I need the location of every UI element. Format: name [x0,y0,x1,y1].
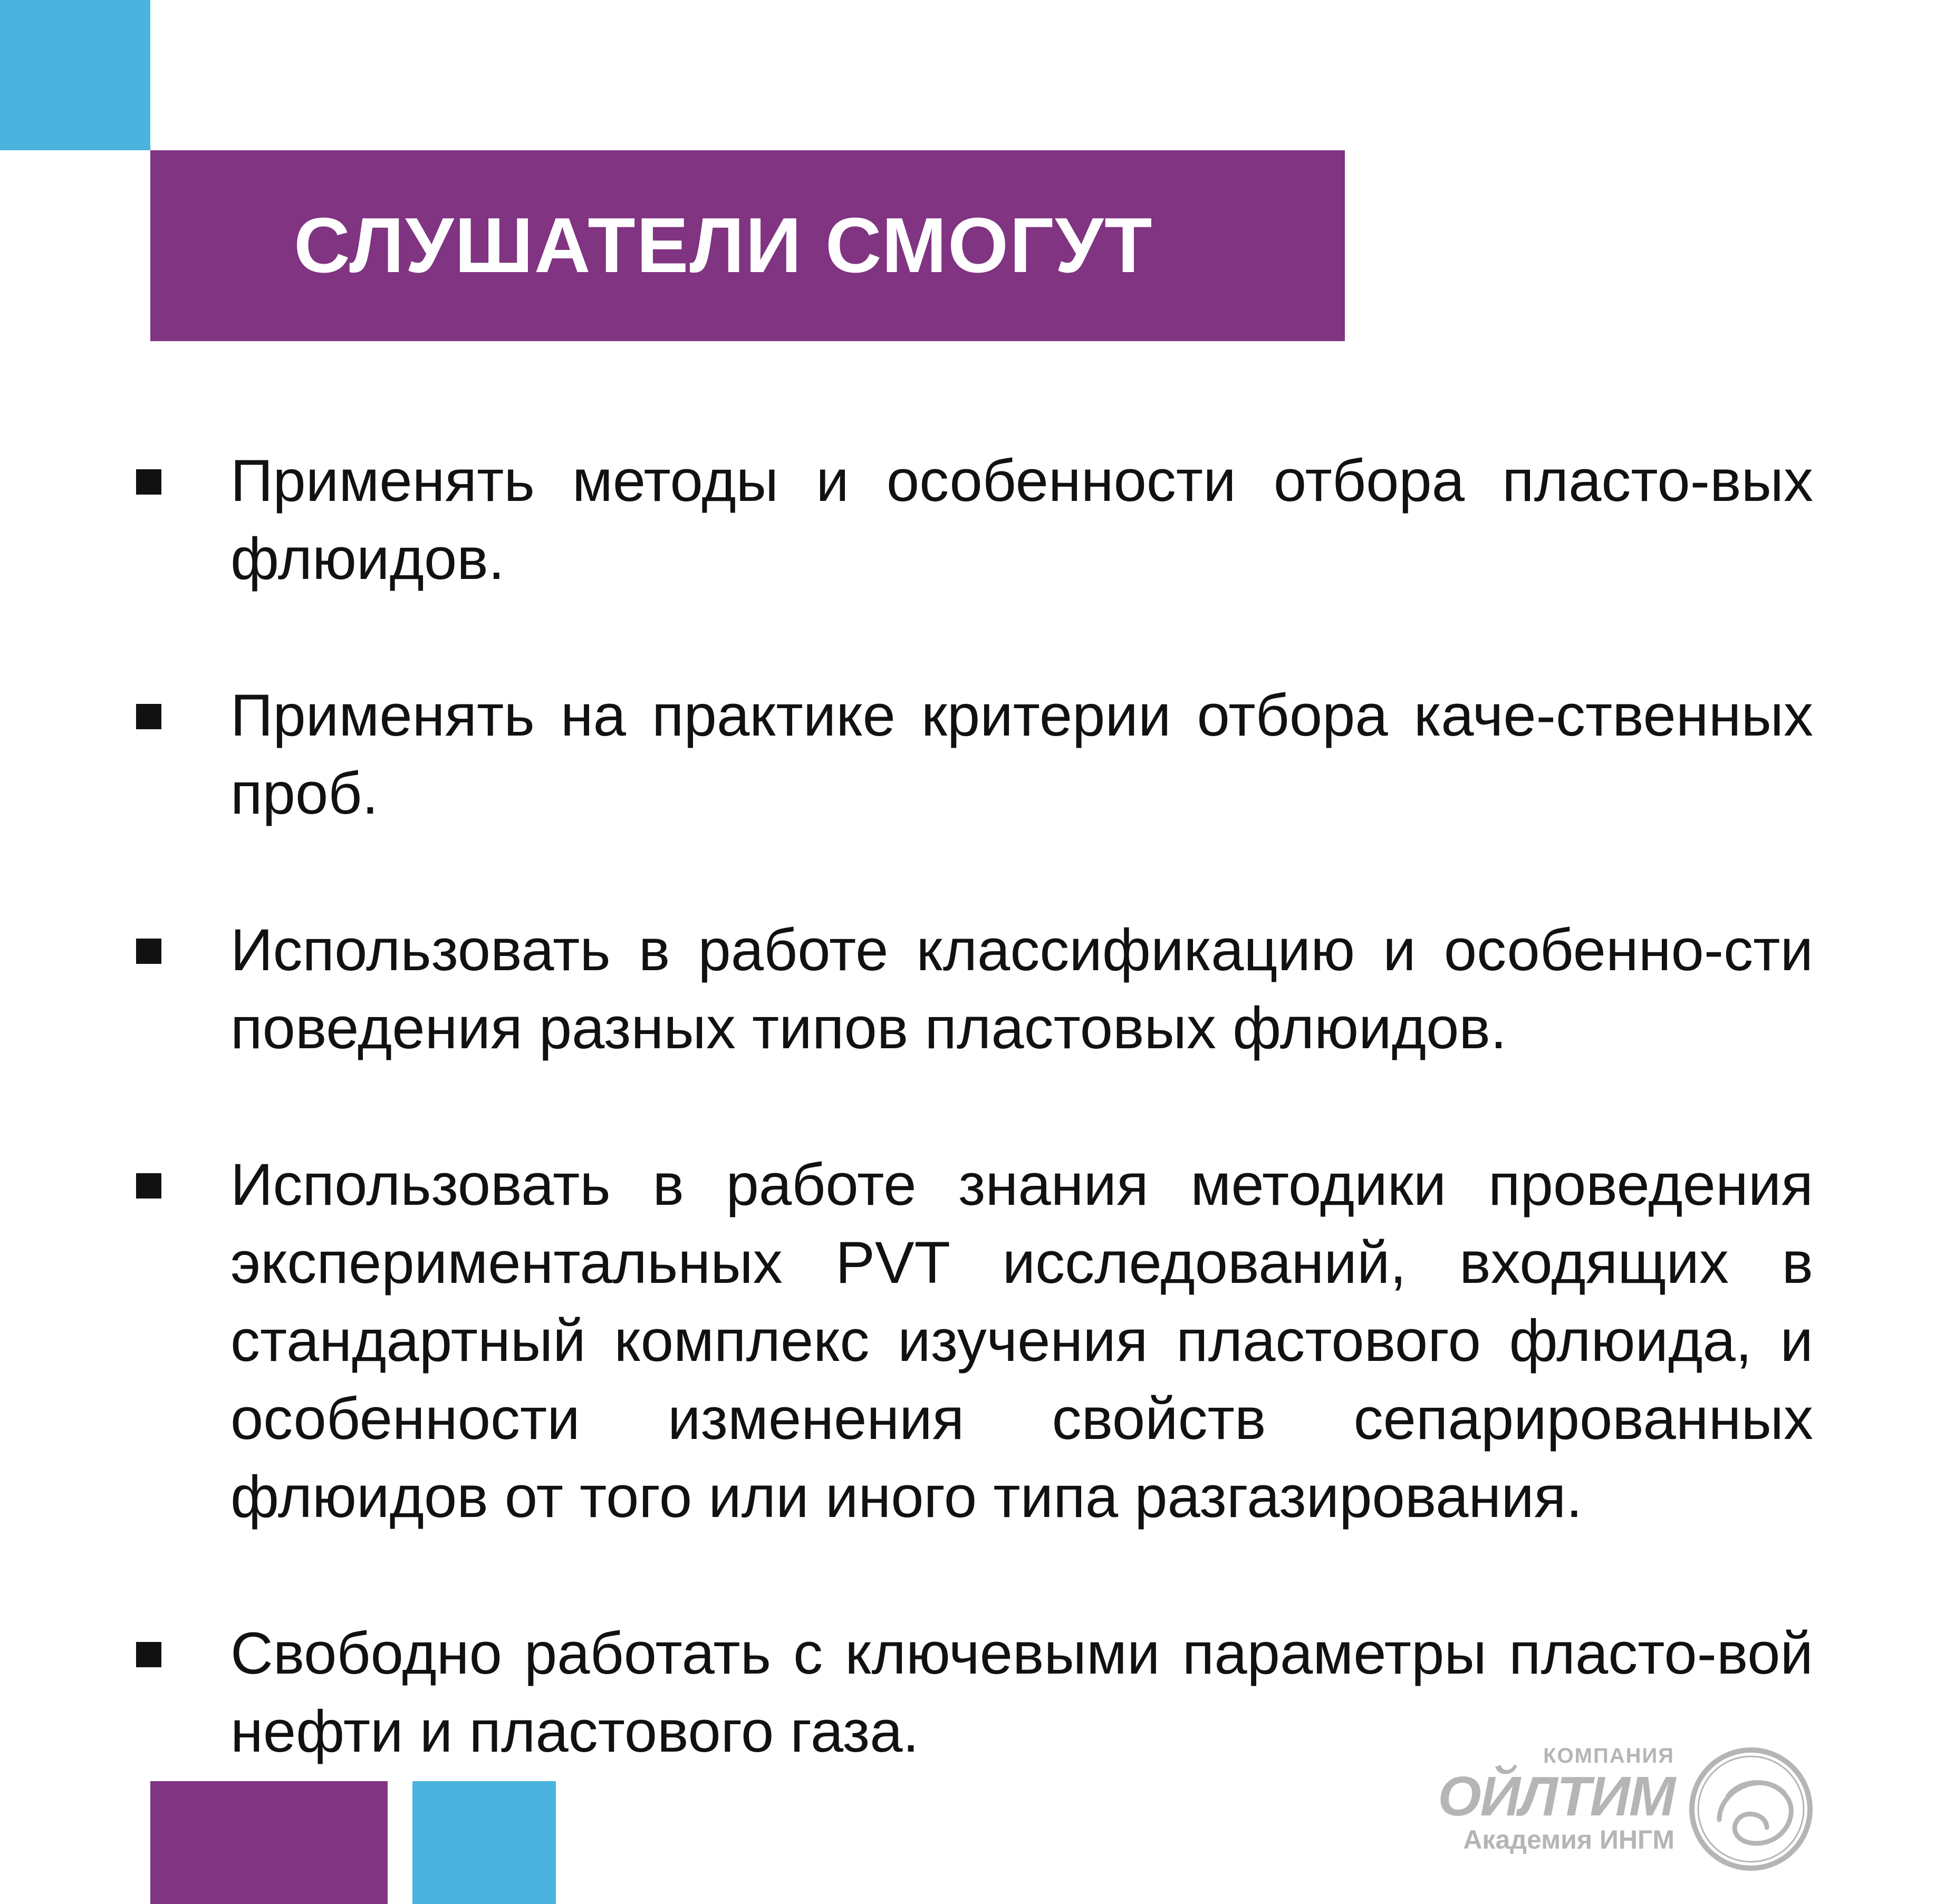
list-item-text: Свободно работать с ключевыми параметры пласто-вой нефти и пластового газа. [230,1620,1813,1764]
bullet-square-icon [136,1642,161,1667]
bullet-square-icon [136,1173,161,1199]
logo-text [1438,1743,1674,1855]
list-item [136,911,1813,1067]
bullet-square-icon [136,704,161,729]
corner-blue-square [0,0,150,150]
decor-purple-block [150,1781,388,1904]
list-item-text: Применять на практике критерии отбора каче-ственных проб. [230,682,1813,826]
list-item [136,1146,1813,1536]
list-item-text: Использовать в работе знания методики проведения экспериментальных PVT исследований, входящих в стандартный комплекс изучения пластового флюида, и особенности изменения свойств сепарированных флюидов от того или иного типа разгазирования. [230,1152,1813,1530]
list-item [136,442,1813,598]
list-item-text: Использовать в работе классификацию и особенно-сти поведения разных типов пластовых флюидов. [230,917,1813,1061]
bullet-square-icon [136,939,161,964]
logo-academy-label: Академия ИНГМ [1463,1825,1674,1854]
logo-company-label: КОМПАНИЯ [1543,1744,1674,1767]
title-banner [150,150,1345,341]
logo-brand-name: ОЙЛТИМ [1438,1765,1674,1828]
page-title: СЛУШАТЕЛИ СМОГУТ [294,202,1153,289]
list-item-text: Применять методы и особенности отбора пласто-вых флюидов. [230,448,1813,592]
outcomes-list [136,442,1813,1771]
bullet-square-icon [136,469,161,495]
company-logo [1424,1743,1814,1874]
decor-blue-block [412,1781,556,1904]
logo-emblem-icon [1688,1746,1814,1872]
list-item [136,676,1813,833]
